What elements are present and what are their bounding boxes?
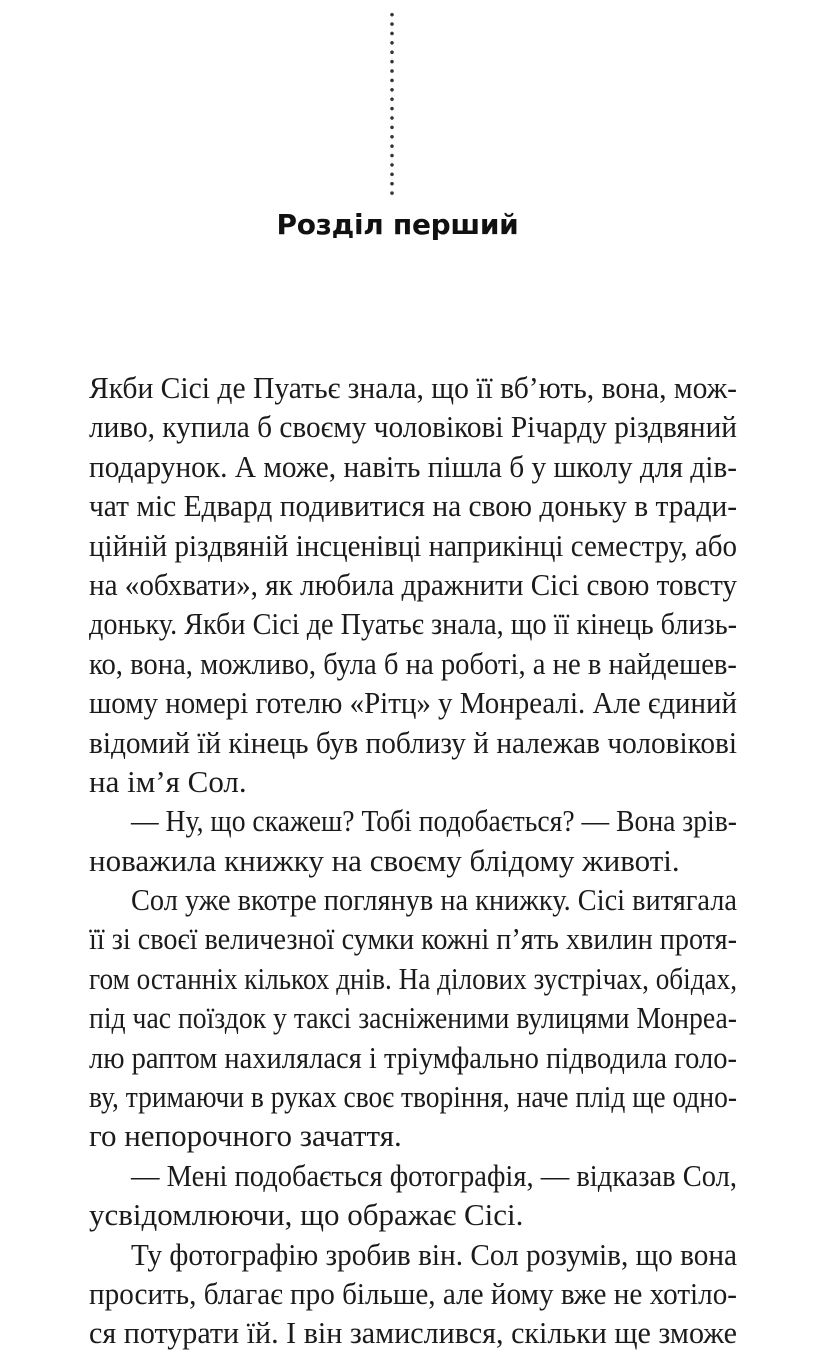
text-line: Сол уже вкотре поглянув на книжку. Сісі витягала [131, 882, 737, 918]
text-line: го непорочного зачаття. [89, 1118, 402, 1154]
text-line: Ту фотографію зробив він. Сол розумів, що вона [131, 1236, 737, 1272]
text-line: чат міс Едвард подивитися на свою доньку в тради- [89, 488, 737, 524]
text-line: її зі своєї величезної сумки кожні п’ять хвилин протя- [89, 921, 737, 957]
text-line: гом останніх кількох днів. На ділових зустрічах, обідах, [89, 960, 737, 996]
text-line: — Ну, що скажеш? Тобі подобається? — Вона зрів- [131, 803, 737, 839]
text-line: — Мені подобається фотографія, — відказав Сол, [131, 1157, 737, 1193]
text-line: просить, благає про більше, але йому вже не хотіло- [89, 1275, 737, 1311]
text-line: відомий їй кінець був поблизу й належав чоловікові [89, 724, 737, 760]
text-line: на «обхвати», як любила дражнити Сісі свою товсту [89, 566, 737, 602]
text-line: Якби Сісі де Пуатьє знала, що її вб’ють, вона, мож- [89, 370, 737, 405]
text-line: подарунок. А може, навіть пішла б у школу для дів- [89, 448, 737, 484]
text-line: ційній різдвяній інсценівці наприкінці семестру, або [89, 527, 737, 563]
text-line: доньку. Якби Сісі де Пуатьє знала, що її кінець близь- [89, 606, 737, 642]
text-line: на ім’я Сол. [89, 763, 247, 799]
text-line: ливо, купила б своєму чоловікові Річарду різдвяний [89, 409, 737, 445]
text-line: ся потурати їй. І він замислився, скільки ще зможе [89, 1315, 737, 1351]
text-line: лю раптом нахилялася і тріумфально підводила голо- [89, 1039, 737, 1075]
text-line: ву, тримаючи в руках своє творіння, наче плід ще одно- [89, 1079, 737, 1115]
text-line: під час поїздок у таксі засніженими вулицями Монреа- [89, 1000, 737, 1036]
body-text [89, 368, 737, 1353]
text-line: усвідомлюючи, що ображає Сісі. [89, 1197, 524, 1233]
chapter-title: Розділ перший [276, 208, 519, 241]
text-line: шому номері готелю «Рітц» у Монреалі. Але єдиний [89, 685, 737, 721]
dotted-divider [389, 10, 395, 195]
text-line: новажила книжку на своєму блідому животі. [89, 842, 680, 878]
text-line: ко, вона, можливо, була б на роботі, а не в найдешев- [89, 645, 737, 681]
